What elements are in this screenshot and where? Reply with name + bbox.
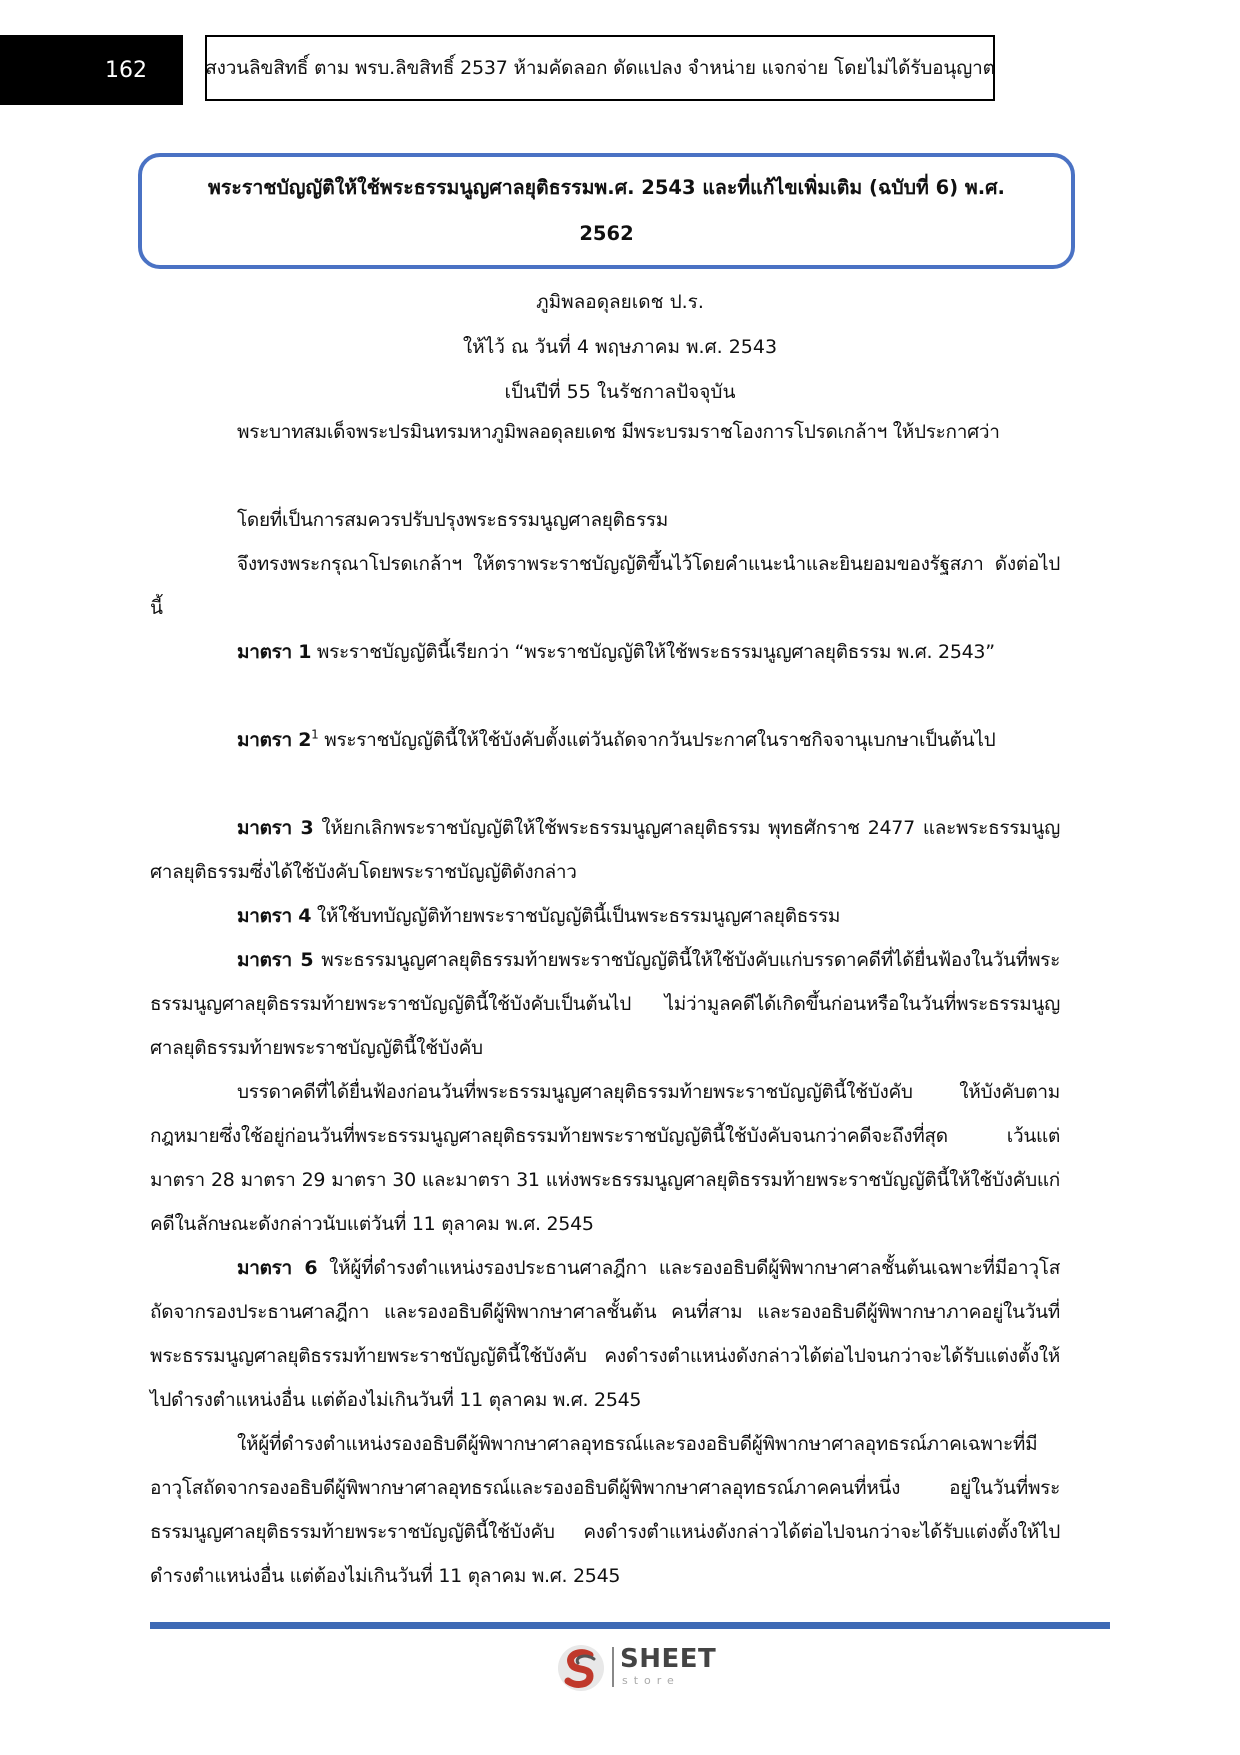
- title-line-2: 2562: [579, 222, 634, 245]
- logo-subtitle: store: [622, 1674, 680, 1687]
- section-2-text: พระราชบัญญัตินี้ให้ใช้บังคับตั้งแต่วันถัดจากวันประกาศในราชกิจจานุเบกษาเป็นต้นไป: [318, 729, 996, 751]
- section-5-label: มาตรา 5: [237, 949, 314, 971]
- section-3-label: มาตรา 3: [237, 817, 314, 839]
- section-4-text: ให้ใช้บทบัญญัติท้ายพระราชบัญญัตินี้เป็นพระธรรมนูญศาลยุติธรรม: [311, 905, 841, 927]
- reign-year: เป็นปีที่ 55 ในรัชกาลปัจจุบัน: [504, 381, 736, 403]
- sheet-logo-icon: [556, 1643, 606, 1693]
- section-1-text: พระราชบัญญัตินี้เรียกว่า “พระราชบัญญัติให้ใช้พระธรรมนูญศาลยุติธรรม พ.ศ. 2543”: [311, 641, 995, 663]
- preamble-paragraph: พระบาทสมเด็จพระปรมินทรมหาภูมิพลอดุลยเดช มีพระบรมราชโองการโปรดเกล้าฯ ให้ประกาศว่า: [237, 421, 1000, 443]
- section-5: [150, 938, 1060, 1070]
- section-3: [150, 806, 1060, 894]
- section-6-text: ให้ผู้ที่ดำรงตำแหน่งรองประธานศาลฎีกา และรองอธิบดีผู้พิพากษาศาลชั้นต้นเฉพาะที่มีอาวุโสถัดจากรองประธานศาลฎีกา และรองอธิบดีผู้พิพากษาศาลชั้นต้น คนที่สาม และรองอธิบดีผู้พิพากษาภาคอยู่ในวันที่พระธรรมนูญศาลยุติธรรมท้ายพระราชบัญญัตินี้ใช้บังคับ คงดำรงตำแหน่งดังกล่าวได้ต่อไปจนกว่าจะได้รับแต่งตั้งให้ไปดำรงตำแหน่งอื่น แต่ต้องไม่เกินวันที่ 11 ตุลาคม พ.ศ. 2545: [150, 1257, 1060, 1411]
- footer-rule: [150, 1622, 1110, 1629]
- title-line-1: พระราชบัญญัติให้ใช้พระธรรมนูญศาลยุติธรรมพ.ศ. 2543 และที่แก้ไขเพิ่มเติม (ฉบับที่ 6) พ.ศ.: [208, 176, 1005, 199]
- section-6-label: มาตรา 6: [237, 1257, 318, 1279]
- document-title-box: [138, 153, 1075, 269]
- section-4-label: มาตรา 4: [237, 905, 312, 927]
- enactment-paragraph: จึงทรงพระกรุณาโปรดเกล้าฯ ให้ตราพระราชบัญญัติขึ้นไว้โดยคำแนะนำและยินยอมของรัฐสภา ดังต่อไปนี้: [150, 553, 1060, 619]
- section-2: [150, 718, 1060, 762]
- section-5-text: พระธรรมนูญศาลยุติธรรมท้ายพระราชบัญญัตินี้ให้ใช้บังคับแก่บรรดาคดีที่ได้ยื่นฟ้องในวันที่พระธรรมนูญศาลยุติธรรมท้ายพระราชบัญญัตินี้ใช้บังคับเป็นต้นไป ไม่ว่ามูลคดีได้เกิดขึ้นก่อนหรือในวันที่พระธรรมนูญศาลยุติธรรมท้ายพระราชบัญญัตินี้ใช้บังคับ: [150, 949, 1060, 1059]
- footnote-marker: 1: [311, 727, 319, 742]
- section-3-text: ให้ยกเลิกพระราชบัญญัติให้ใช้พระธรรมนูญศาลยุติธรรม พุทธศักราช 2477 และพระธรรมนูญศาลยุติธรรมซึ่งได้ใช้บังคับโดยพระราชบัญญัติดังกล่าว: [150, 817, 1060, 883]
- section-4: [150, 894, 1060, 938]
- copyright-notice: สงวนลิขสิทธิ์ ตาม พรบ.ลิขสิทธิ์ 2537 ห้ามคัดลอก ดัดแปลง จำหน่าย แจกจ่าย โดยไม่ได้รับอนุญาต: [205, 35, 995, 101]
- logo-divider: [612, 1647, 614, 1687]
- given-date: ให้ไว้ ณ วันที่ 4 พฤษภาคม พ.ศ. 2543: [462, 336, 778, 358]
- royal-signature: ภูมิพลอดุลยเดช ป.ร.: [536, 291, 704, 313]
- section-1-label: มาตรา 1: [237, 641, 312, 663]
- logo-wordmark: SHEET: [620, 1644, 717, 1674]
- section-6-paragraph-2: ให้ผู้ที่ดำรงตำแหน่งรองอธิบดีผู้พิพากษาศาลอุทธรณ์และรองอธิบดีผู้พิพากษาศาลอุทธรณ์ภาคเฉพาะที่มีอาวุโสถัดจากรองอธิบดีผู้พิพากษาศาลอุทธรณ์และรองอธิบดีผู้พิพากษาศาลอุทธรณ์ภาคคนที่หนึ่ง อยู่ในวันที่พระธรรมนูญศาลยุติธรรมท้ายพระราชบัญญัตินี้ใช้บังคับ คงดำรงตำแหน่งดังกล่าวได้ต่อไปจนกว่าจะได้รับแต่งตั้งให้ไปดำรงตำแหน่งอื่น แต่ต้องไม่เกินวันที่ 11 ตุลาคม พ.ศ. 2545: [150, 1433, 1060, 1587]
- section-5-paragraph-2: บรรดาคดีที่ได้ยื่นฟ้องก่อนวันที่พระธรรมนูญศาลยุติธรรมท้ายพระราชบัญญัตินี้ใช้บังคับ ให้บังคับตามกฎหมายซึ่งใช้อยู่ก่อนวันที่พระธรรมนูญศาลยุติธรรมท้ายพระราชบัญญัตินี้ใช้บังคับจนกว่าคดีจะถึงที่สุด เว้นแต่มาตรา 28 มาตรา 29 มาตรา 30 และมาตรา 31 แห่งพระธรรมนูญศาลยุติธรรมท้ายพระราชบัญญัตินี้ให้ใช้บังคับแก่คดีในลักษณะดังกล่าวนับแต่วันที่ 11 ตุลาคม พ.ศ. 2545: [150, 1081, 1060, 1235]
- reason-paragraph: โดยที่เป็นการสมควรปรับปรุงพระธรรมนูญศาลยุติธรรม: [237, 509, 669, 531]
- sheet-store-logo: [556, 1643, 726, 1693]
- section-6: [150, 1246, 1060, 1422]
- section-2-label: มาตรา 2: [237, 729, 312, 751]
- section-1: [150, 630, 1060, 674]
- page-number: 162: [0, 35, 183, 105]
